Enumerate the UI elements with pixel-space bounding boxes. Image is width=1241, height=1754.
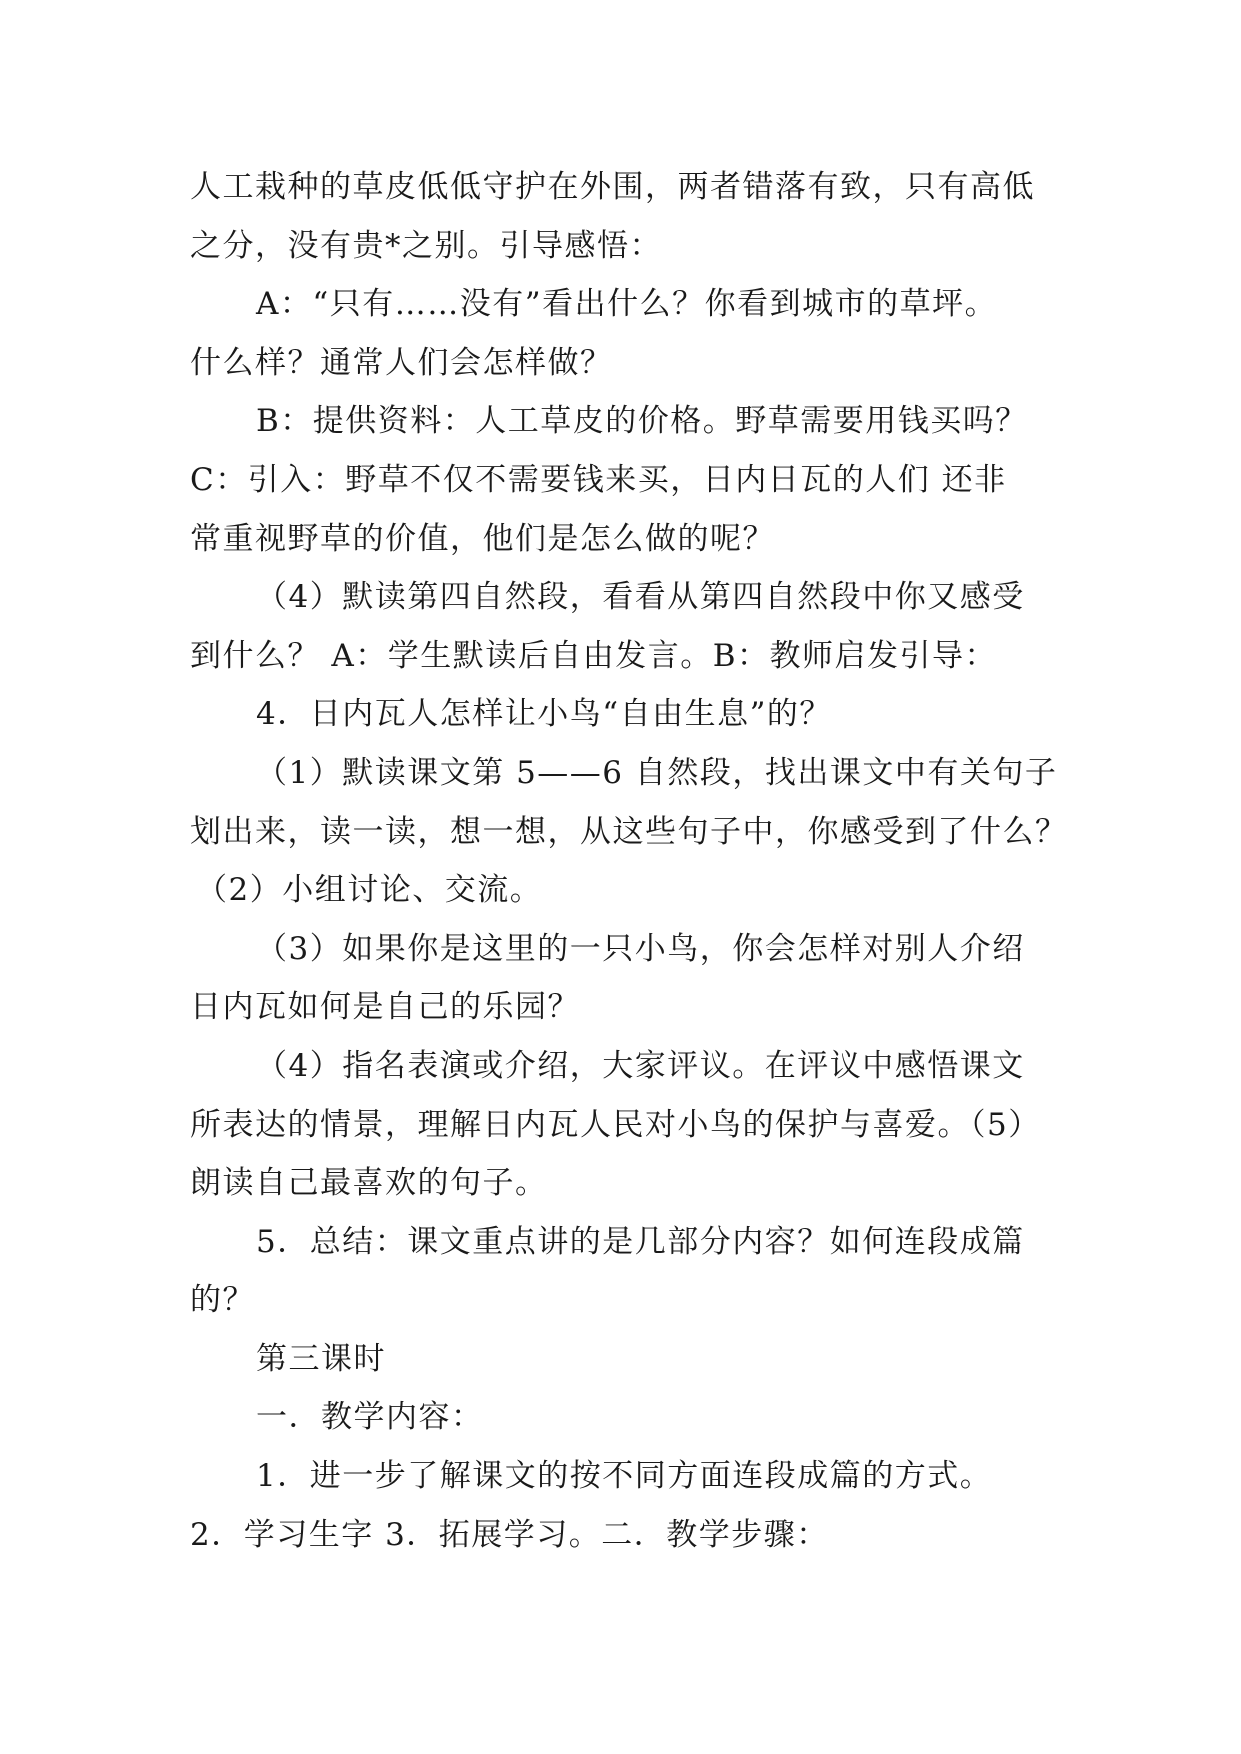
text-line: A：“只有……没有”看出什么？你看到城市的草坪。: [256, 286, 998, 323]
text-line: C：引入：野草不仅不需要钱来买，日内日瓦的人们 还非: [190, 461, 1007, 498]
text-line: 之分，没有贵*之别。引导感悟：: [190, 227, 662, 264]
text-line: 朗读自己最喜欢的句子。: [190, 1165, 548, 1202]
text-line: 一．教学内容：: [256, 1399, 484, 1436]
text-line: （3）如果你是这里的一只小鸟，你会怎样对别人介绍: [256, 930, 1025, 967]
text-line: 1．进一步了解课文的按不同方面连段成篇的方式。: [256, 1458, 993, 1495]
section-heading: 第三课时: [256, 1340, 386, 1377]
text-line: （2）小组讨论、交流。: [196, 872, 543, 909]
text-line: 5．总结：课文重点讲的是几部分内容？如何连段成篇: [256, 1223, 1025, 1260]
document-body: [190, 158, 1070, 1564]
text-line: 4．日内瓦人怎样让小鸟“自由生息”的？: [256, 696, 832, 733]
text-line: （1）默读课文第 5——6 自然段，找出课文中有关句子: [256, 754, 1058, 791]
text-line: 的？: [190, 1282, 255, 1319]
text-line: 到什么？ A：学生默读后自由发言。B：教师启发引导：: [190, 637, 998, 674]
text-line: 常重视野草的价值，他们是怎么做的呢？: [190, 520, 775, 557]
text-line: 划出来，读一读，想一想，从这些句子中，你感受到了什么？: [190, 813, 1068, 850]
text-line: （4）指名表演或介绍，大家评议。在评议中感悟课文: [256, 1047, 1025, 1084]
text-line: （4）默读第四自然段，看看从第四自然段中你又感受: [256, 579, 1025, 616]
text-line: 日内瓦如何是自己的乐园？: [190, 989, 580, 1026]
text-line: 人工栽种的草皮低低守护在外围，两者错落有致，只有高低: [190, 169, 1035, 205]
text-line: 所表达的情景，理解日内瓦人民对小鸟的保护与喜爱。（5）: [190, 1106, 1041, 1143]
text-line: 2．学习生字 3．拓展学习。二．教学步骤：: [190, 1516, 829, 1553]
text-line: B：提供资料：人工草皮的价格。野草需要用钱买吗？: [256, 403, 1028, 440]
text-line: 什么样？通常人们会怎样做？: [190, 344, 613, 381]
